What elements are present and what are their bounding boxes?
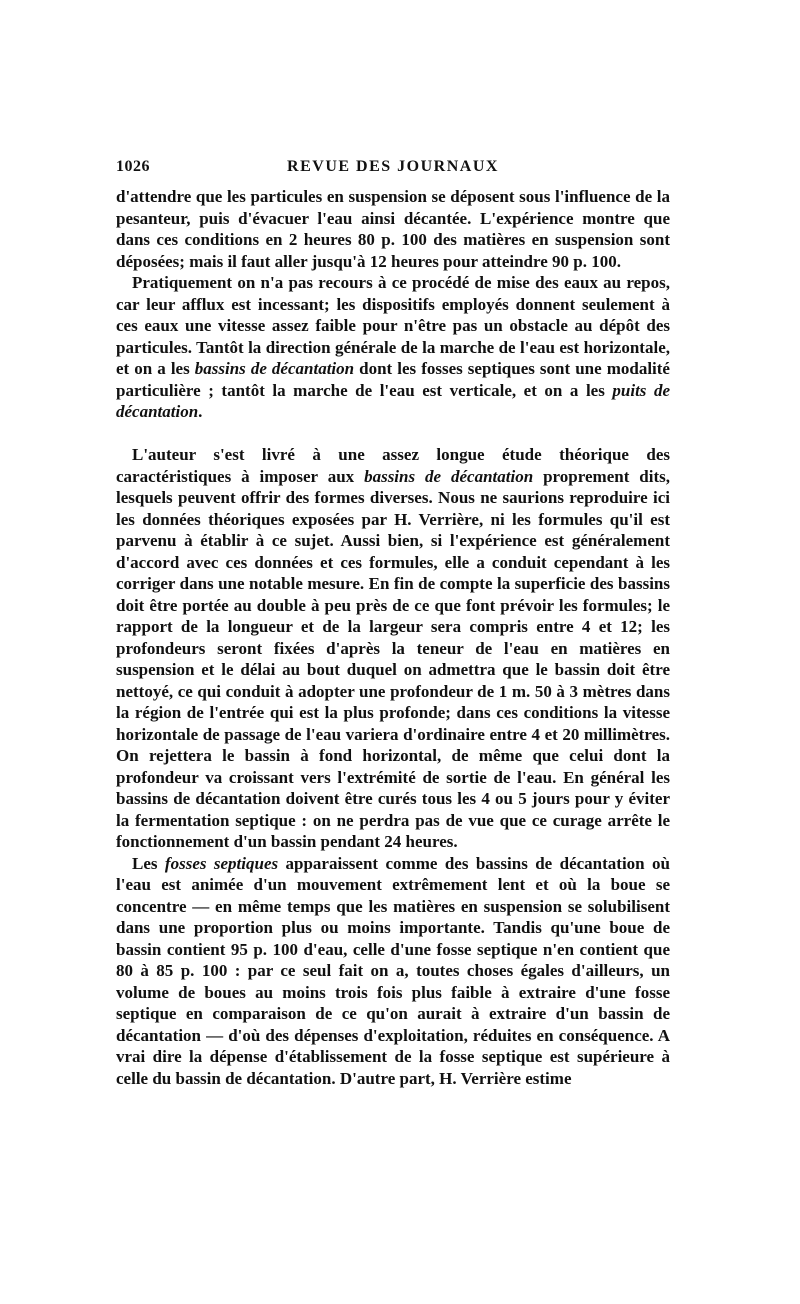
running-title: REVUE DES JOURNAUX: [287, 158, 499, 175]
text-run: apparaissent comme des bassins de décantation où l'eau est animée d'un mouvement extrêmement lent et où la boue se concentre — en même temps que les matières en suspension se solubilisent dans une proportion plus ou moins importante. Tandis qu'une boue de bassin contient 95 p. 100 d'eau, celle d'une fosse septique n'en contient que 80 à 85 p. 100 : par ce seul fait on a, toutes choses égales d'ailleurs, un volume de boues au moins trois fois plus faible à extraire d'une fosse septique en comparaison de ce qu'on aurait à extraire d'un bassin de décantation — d'où des dépenses d'exploitation, réduites en conséquence. A vrai dire la dépense d'établissement de la fosse septique est supérieure à celle du bassin de décantation. D'autre part, H. Verrière estime: [116, 853, 670, 1088]
text-run: Les: [132, 853, 165, 873]
italic-term: puits de décantation: [116, 380, 670, 421]
italic-term: bassins de décantation: [194, 359, 355, 378]
paragraph-septic-tanks: [116, 853, 670, 1090]
text-run: .: [198, 402, 203, 421]
text-run: dont les fosses septiques sont une modalité particulière ; tantôt la marche de l'eau est verticale, et on a les: [116, 359, 670, 400]
page-header: [116, 158, 670, 178]
body-text: [116, 186, 670, 1089]
text-run: proprement dits, lesquels peuvent offrir des formes diverses. Nous ne saurions reproduire ici les données théoriques exposées par H. Verrière, ni les formules qu'il est parvenu à établir à ce sujet. Aussi bien, si l'expérience est généralement d'accord avec ces données et ces formules, elle a conduit cependant à les corriger dans une notable mesure. En fin de compte la superficie des bassins doit être portée au double à peu près de ce que font prévoir les formules; le rapport de la longueur et de la largeur sera compris entre 4 et 12; les profondeurs seront fixées d'après la teneur de l'eau en matières en suspension et le délai au bout duquel on admettra que le bassin doit être nettoyé, ce qui conduit à adopter une profondeur de 1 m. 50 à 3 mètres dans la région de l'entrée qui est la plus profonde; dans ces conditions la vitesse horizontale de passage de l'eau variera d'ordinaire entre 4 et 20 millimètres. On rejettera le bassin à fond horizontal, de même que celui dont la profondeur va croissant vers l'extrémité de sortie de l'eau. En général les bassins de décantation doivent être curés tous les 4 ou 5 jours pour y éviter la fermentation septique : on ne perdra pas de vue que ce curage arrête le fonctionnement d'un bassin pendant 24 heures.: [116, 466, 670, 851]
paragraph-continuation: [116, 186, 670, 272]
italic-term: bassins de décantation: [364, 466, 534, 486]
text-run: Pratiquement on n'a pas recours à ce procédé de mise des eaux au repos, car leur afflux est incessant; les dispositifs employés donnent seulement à ces eaux une vitesse assez faible pour n'être pas un obstacle au dépôt des particules. Tantôt la direction générale de la marche de l'eau est horizontale, et on a les: [116, 273, 670, 378]
page-number: 1026: [116, 158, 150, 175]
paragraph-decantation-types: [116, 272, 670, 423]
italic-term: fosses septiques: [164, 853, 279, 873]
paragraph-basin-study: [116, 444, 670, 853]
text-run: d'attendre que les particules en suspension se déposent sous l'influence de la pesanteur, puis d'évacuer l'eau ainsi décantée. L'expérience montre que dans ces conditions en 2 heures 80 p. 100 des matières en suspension sont déposées; mais il faut aller jusqu'à 12 heures pour atteindre 90 p. 100.: [116, 187, 670, 271]
text-run: L'auteur s'est livré à une assez longue étude théorique des caractéristiques à imposer aux: [116, 445, 670, 486]
